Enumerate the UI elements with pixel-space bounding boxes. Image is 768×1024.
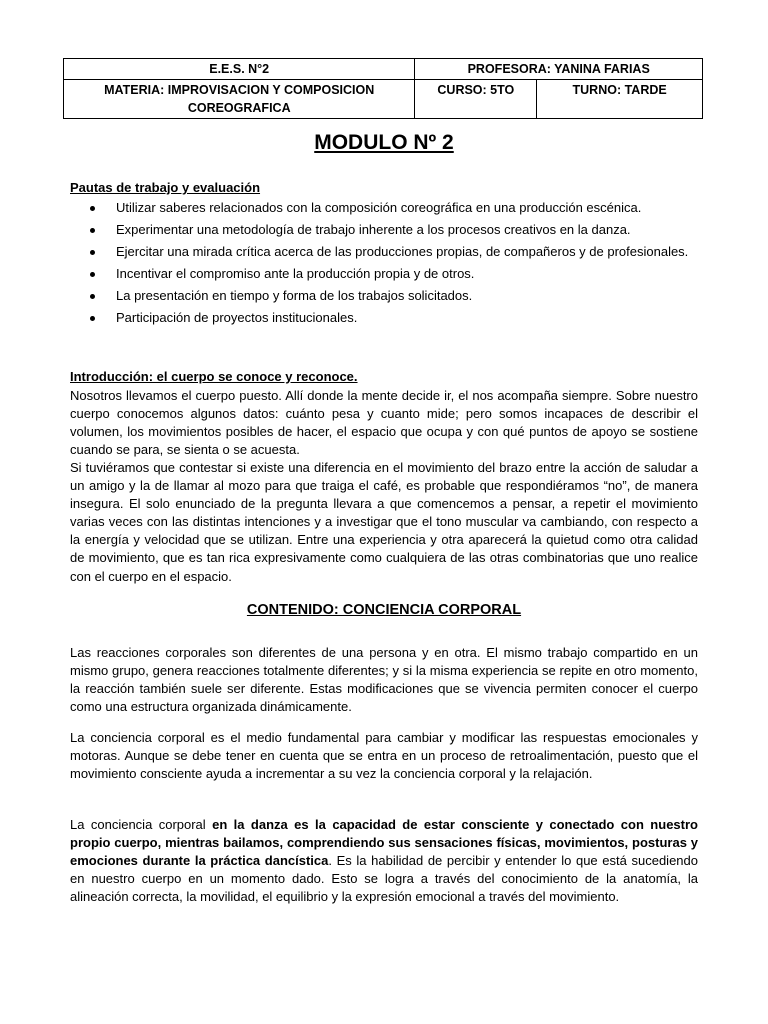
intro-paragraph-2: Si tuviéramos que contestar si existe una diferencia en el movimiento del brazo entre la acción de saludar a un amigo y la de llamar al mozo para que traiga el café, es probable que respondiéramos “no”, de manera insegura. El solo enunciado de la pregunta llevara a que comencemos a pensar, a repetir el movimiento varias veces con las distintas intenciones y a investigar que el tono muscular va cambiando, con respecto a la energía y velocidad que se utilizan. Entre una experiencia y otra aparecerá la quietud como otra calidad de movimiento, que es tan rica expresivamente como cualquiera de las otras combinatorias que uno realice con el cuerpo en el espacio. (70, 460, 698, 584)
bullet-icon (90, 294, 95, 299)
content-paragraph-1: Las reacciones corporales son diferentes de una persona y en otra. El mismo trabajo compartido en un mismo grupo, genera reacciones totalmente diferentes; y si la misma experiencia se repite en otro momento, la reacción también suele ser diferente. Estas modificaciones que se vivencia permiten conocer el cuerpo como una estructura organizada dinámicamente. (70, 645, 698, 715)
guidelines-list (70, 198, 698, 330)
list-item: Incentivar el compromiso ante la producción propia y de otros. (70, 264, 698, 285)
list-item: La presentación en tiempo y forma de los trabajos solicitados. (70, 286, 698, 307)
intro-heading: Introducción: el cuerpo se conoce y reconoce. (70, 369, 358, 384)
shift-cell: TURNO: TARDE (537, 80, 703, 119)
bullet-icon (90, 272, 95, 277)
list-item: Utilizar saberes relacionados con la composición coreográfica en una producción escénica. (70, 198, 698, 219)
course-cell: CURSO: 5TO (415, 80, 537, 119)
list-item: Participación de proyectos institucionales. (70, 308, 698, 329)
bullet-icon (90, 316, 95, 321)
list-item: Ejercitar una mirada crítica acerca de las producciones propias, de compañeros y de profesionales. (70, 242, 698, 263)
intro-paragraph-1: Nosotros llevamos el cuerpo puesto. Allí donde la mente decide ir, el nos acompaña siempre. Sobre nuestro cuerpo conocemos algunos datos: cuánto pesa y cuanto mide; pero somos incapaces de describir el volumen, los movimientos posibles de hacer, el espacio que ocupa y con qué puntos de apoyo se sostiene cuando se para, se sienta o se acuesta. (70, 388, 698, 458)
school-cell: E.E.S. N°2 (64, 59, 415, 80)
list-item: Experimentar una metodología de trabajo inherente a los procesos creativos en la danza. (70, 220, 698, 241)
teacher-cell: PROFESORA: YANINA FARIAS (415, 59, 703, 80)
content-heading: CONTENIDO: CONCIENCIA CORPORAL (246, 602, 522, 618)
page-title: MODULO Nº 2 (314, 131, 454, 154)
content-paragraph-3: La conciencia corporal en la danza es la capacidad de estar consciente y conectado con nuestro propio cuerpo, mientras bailamos, comprendiendo sus sensaciones físicas, movimientos, posturas y emociones durante la práctica dancística. Es la habilidad de percibir y entender lo que está sucediendo en nuestro cuerpo en un momento dado. Esto se logra a través del conocimiento de la anatomía, la alineación correcta, la movilidad, el equilibrio y la expresión emocional a través del movimiento. (70, 817, 698, 905)
content-paragraph-2: La conciencia corporal es el medio fundamental para cambiar y modificar las respuestas emocionales y motoras. Aunque se debe tener en cuenta que se entra en un proceso de retroalimentación, puesto que el movimiento consciente ayuda a incrementar a su vez la conciencia corporal y la relajación. (70, 730, 698, 782)
bullet-icon (90, 228, 95, 233)
bullet-icon (90, 206, 95, 211)
subject-cell: MATERIA: IMPROVISACION Y COMPOSICION COREOGRAFICA (64, 80, 415, 119)
guidelines-heading: Pautas de trabajo y evaluación (70, 180, 261, 195)
bullet-icon (90, 250, 95, 255)
header-table (63, 58, 703, 119)
